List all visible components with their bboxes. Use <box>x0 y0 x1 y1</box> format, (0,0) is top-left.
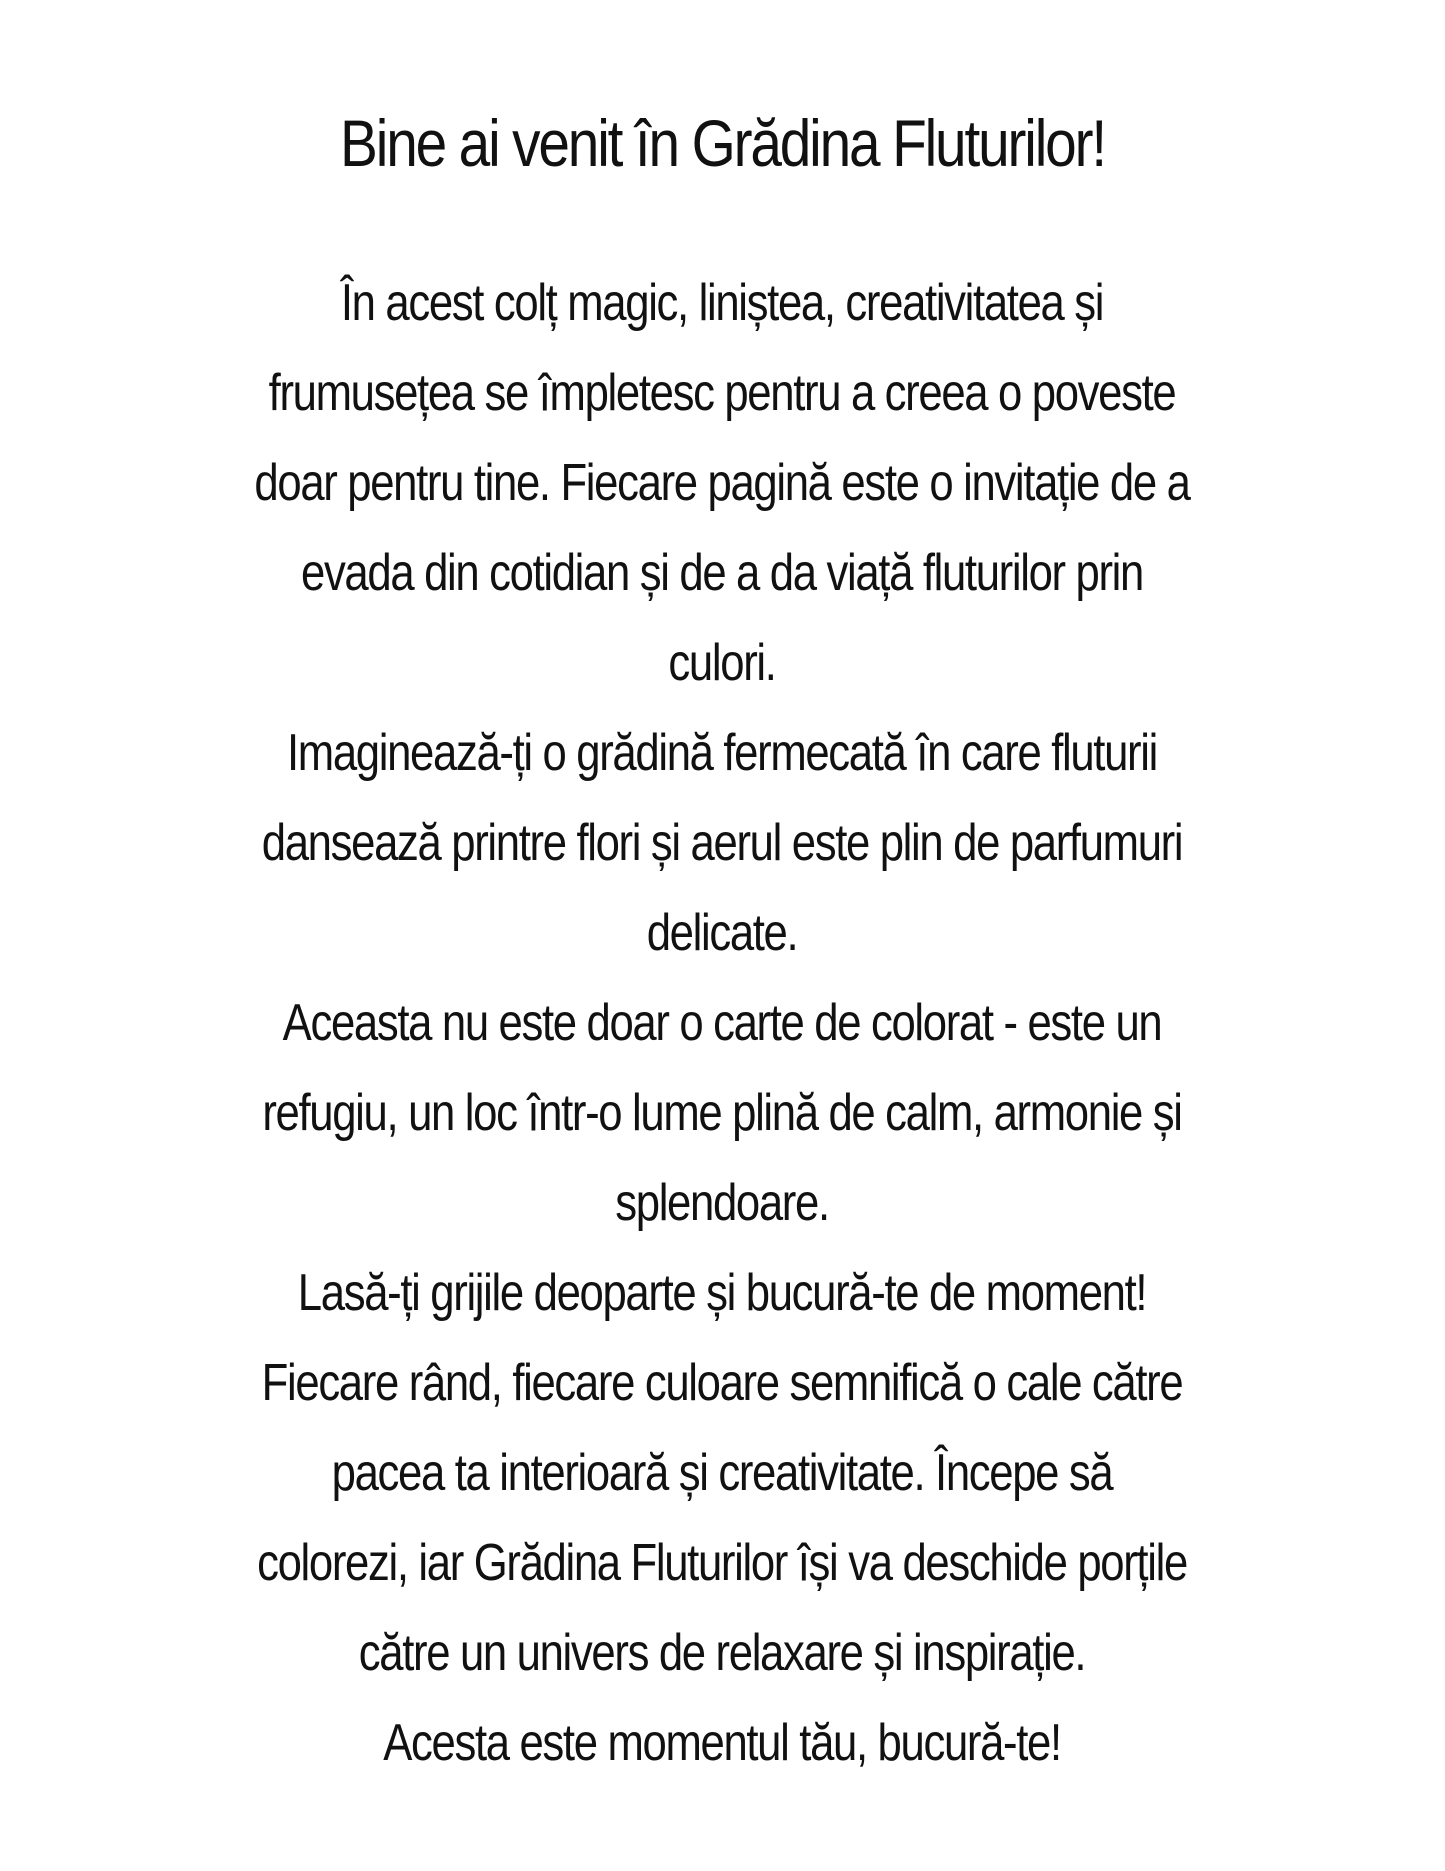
text-line: evada din cotidian și de a da viață fluturilor prin <box>300 544 1143 602</box>
intro-text <box>122 258 1322 1788</box>
text-line: delicate. <box>646 904 798 962</box>
text-line: Fiecare rând, fiecare culoare semnifică o cale către <box>261 1354 1183 1412</box>
text-line: frumusețea se împletesc pentru a creea o poveste <box>268 364 1176 422</box>
text-line: colorezi, iar Grădina Fluturilor își va deschide porțile <box>257 1534 1187 1592</box>
text-line: Aceasta nu este doar o carte de colorat - este un <box>282 994 1162 1052</box>
text-line: Lasă-ți grijile deoparte și bucură-te de moment! <box>297 1264 1147 1322</box>
text-line: Acesta este momentul tău, bucură-te! <box>383 1714 1061 1772</box>
text-line: către un univers de relaxare și inspirație. <box>358 1624 1086 1682</box>
text-line: refugiu, un loc într-o lume plină de calm, armonie și <box>262 1084 1182 1142</box>
text-line: dansează printre flori și aerul este plin de parfumuri <box>261 814 1183 872</box>
text-line: culori. <box>668 634 776 692</box>
text-line: doar pentru tine. Fiecare pagină este o invitație de a <box>254 454 1190 512</box>
text-line: pacea ta interioară și creativitate. Începe să <box>331 1444 1113 1502</box>
text-line: Imaginează-ți o grădină fermecată în care fluturii <box>287 724 1157 782</box>
text-line: În acest colț magic, liniștea, creativitatea și <box>340 274 1104 332</box>
text-line: splendoare. <box>615 1174 829 1232</box>
page-title: Bine ai venit în Grădina Fluturilor! <box>340 106 1105 180</box>
